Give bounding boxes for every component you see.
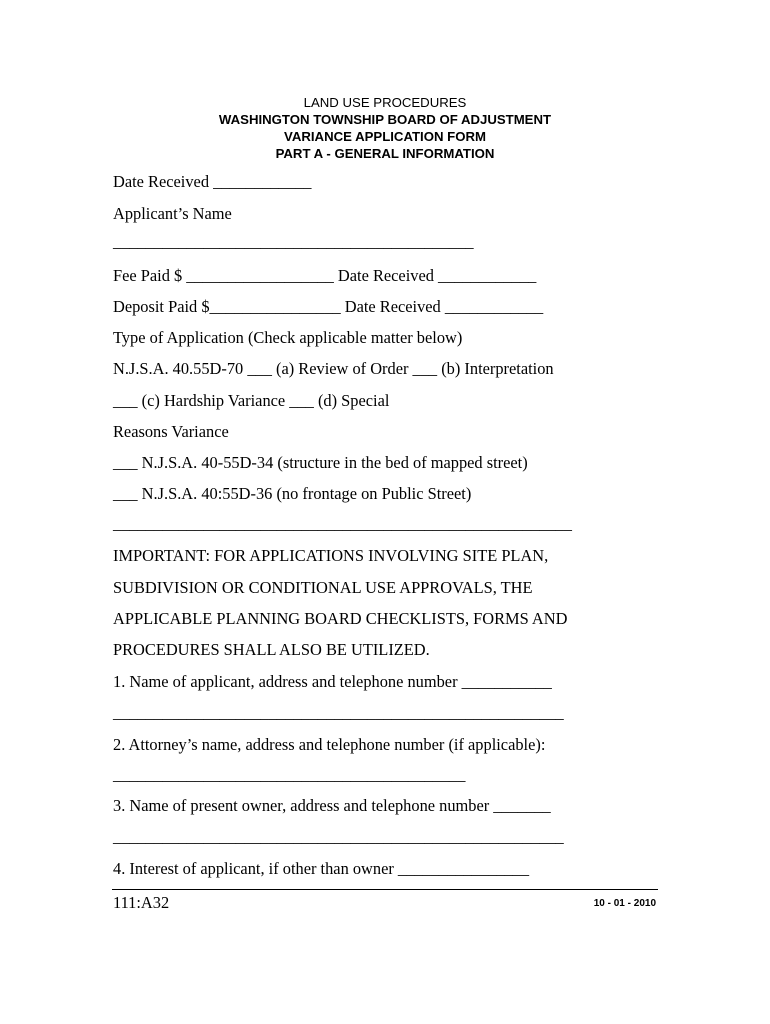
header-board: WASHINGTON TOWNSHIP BOARD OF ADJUSTMENT (218, 112, 552, 127)
question-3-blank: _______________________________________________________ (113, 827, 564, 846)
applicants-name-label: Applicant’s Name (113, 204, 232, 223)
hardship-options: ___ (c) Hardship Variance ___ (d) Special (113, 391, 390, 410)
question-1-blank: _______________________________________________________ (113, 703, 564, 722)
important-notice-line-4: PROCEDURES SHALL ALSO BE UTILIZED. (113, 640, 430, 659)
deposit-paid-line: Deposit Paid $________________ Date Received ____________ (113, 297, 544, 316)
header-form-name: VARIANCE APPLICATION FORM (284, 129, 486, 144)
type-of-application-label: Type of Application (Check applicable matter below) (113, 328, 463, 347)
question-2: 2. Attorney’s name, address and telephone number (if applicable): (113, 735, 546, 754)
question-2-blank: ___________________________________________ (113, 765, 466, 784)
footer-rule (112, 889, 658, 890)
form-code: 111:A32 (113, 893, 170, 912)
date-received-line: Date Received ____________ (113, 172, 312, 191)
important-notice-line-2: SUBDIVISION OR CONDITIONAL USE APPROVALS, THE (113, 578, 533, 597)
question-1: 1. Name of applicant, address and telephone number ___________ (113, 672, 552, 691)
question-3: 3. Name of present owner, address and telephone number _______ (113, 796, 551, 815)
important-notice-line-3: APPLICABLE PLANNING BOARD CHECKLISTS, FORMS AND (113, 609, 568, 628)
fee-paid-line: Fee Paid $ __________________ Date Received ____________ (113, 266, 537, 285)
header-part: PART A - GENERAL INFORMATION (275, 146, 495, 161)
applicants-name-blank: ____________________________________________ (113, 232, 474, 251)
njsa-34-option: ___ N.J.S.A. 40-55D-34 (structure in the bed of mapped street) (113, 453, 528, 472)
header-block (0, 94, 770, 162)
important-notice-line-1: IMPORTANT: FOR APPLICATIONS INVOLVING SITE PLAN, (113, 546, 549, 565)
section-separator: ________________________________________________________ (113, 514, 572, 533)
header-title: LAND USE PROCEDURES (303, 95, 467, 110)
question-4: 4. Interest of applicant, if other than owner ________________ (113, 859, 530, 878)
revision-date: 10 - 01 - 2010 (593, 898, 656, 909)
reasons-variance-label: Reasons Variance (113, 422, 229, 441)
njsa-36-option: ___ N.J.S.A. 40:55D-36 (no frontage on Public Street) (113, 484, 472, 503)
njsa-70-options: N.J.S.A. 40.55D-70 ___ (a) Review of Order ___ (b) Interpretation (113, 359, 554, 378)
